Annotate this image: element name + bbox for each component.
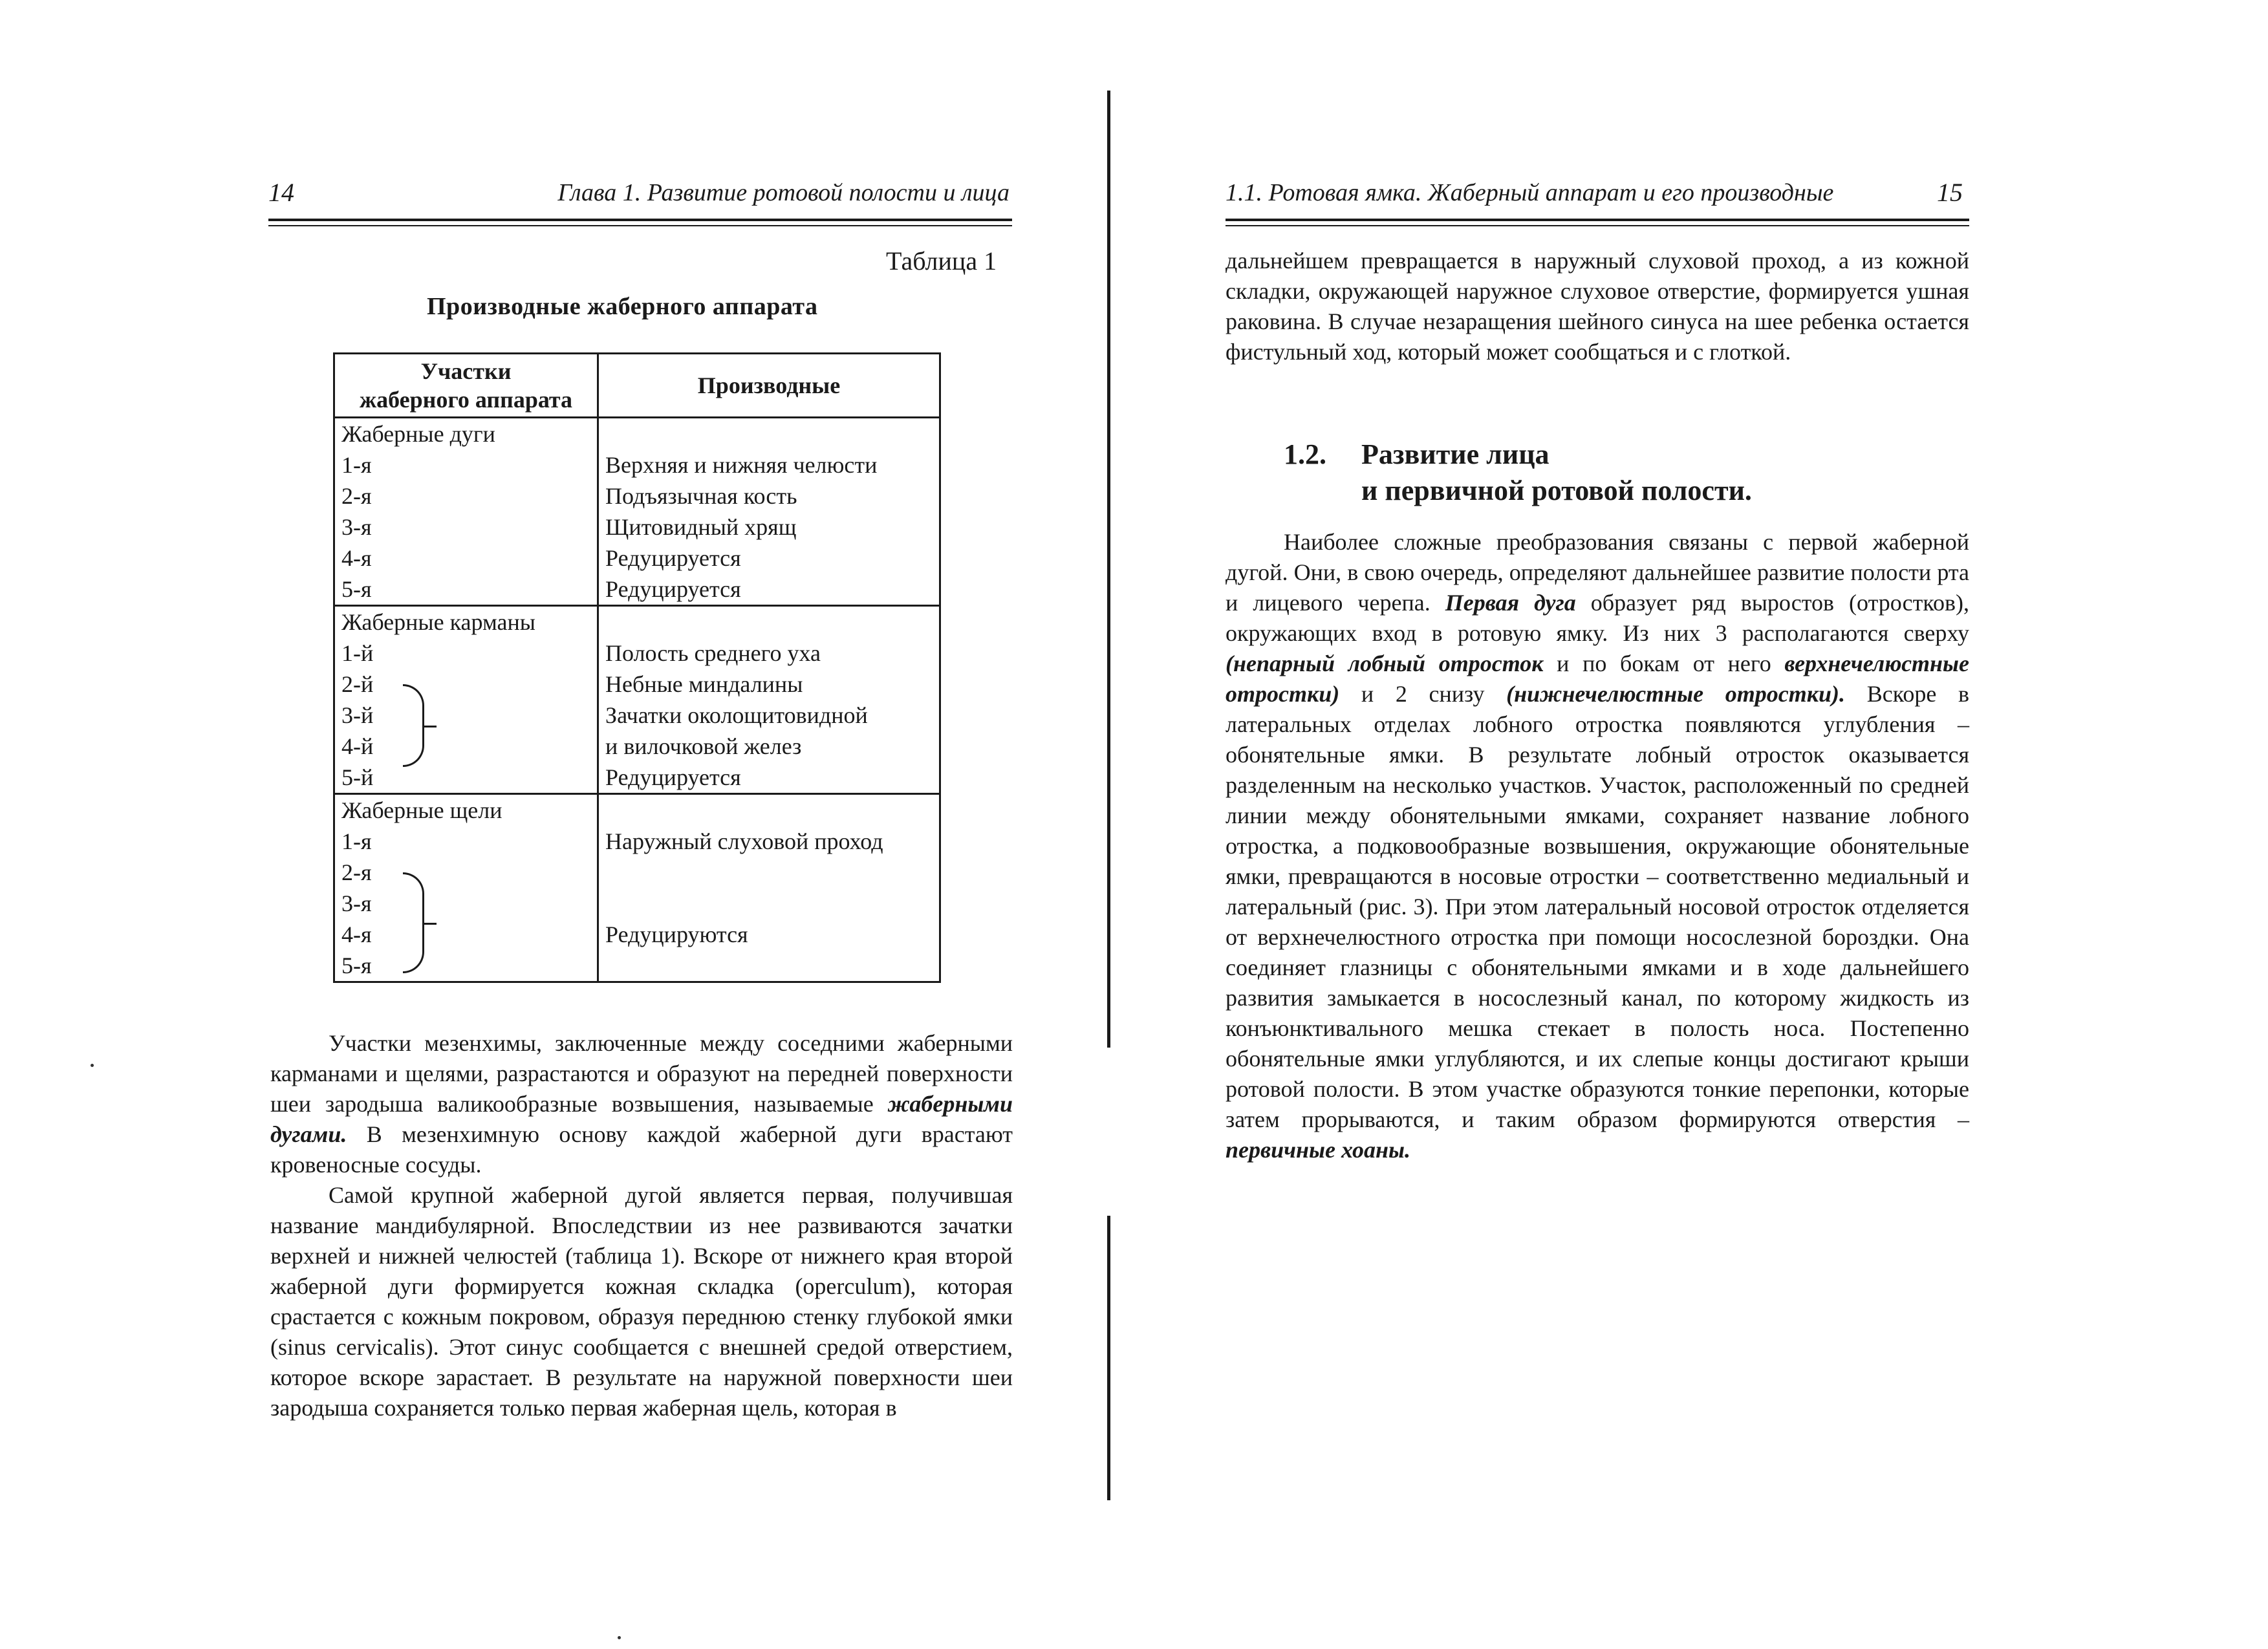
part-label: 4-й [341, 733, 374, 759]
section-title-line1: Развитие лица [1361, 438, 1550, 470]
part-label: 1-я [341, 452, 372, 478]
group-name: Жаберные щели [341, 797, 502, 823]
part-label: 3-я [341, 890, 372, 916]
section-title-line2: и первичной ротовой полости. [1361, 475, 1752, 506]
derivative-text [605, 950, 933, 981]
derivative-text: Редуцируется [605, 576, 741, 602]
grouping-brace [403, 684, 424, 767]
table-group-row [334, 418, 940, 606]
part-label: 5-я [341, 576, 372, 602]
part-label: 3-й [341, 702, 374, 728]
emphasized-term: Первая дуга [1445, 590, 1576, 616]
derivative-text: Верхняя и нижняя челюсти [605, 452, 878, 478]
grouping-brace [403, 872, 424, 973]
left-page-number: 14 [268, 178, 294, 207]
table-parts-cell [334, 794, 598, 982]
part-label: 1-я [341, 828, 372, 854]
part-label: 2-я [341, 483, 372, 509]
derivative-text: Полость среднего уха [605, 640, 821, 666]
derivative-text [605, 857, 933, 888]
right-running-head [1226, 173, 1969, 221]
right-body-text [1226, 527, 1969, 1165]
emphasized-term: первичные хоаны. [1226, 1137, 1411, 1163]
group-name: Жаберные дуги [341, 421, 495, 447]
table-derivatives-cell [598, 606, 940, 794]
emphasized-term: (нижнечелюстные отростки). [1506, 681, 1846, 707]
emphasized-term: жаберными дугами. [270, 1091, 1013, 1147]
continuation-text [1226, 246, 1969, 367]
derivative-text: Наружный слуховой проход [605, 828, 883, 854]
right-page [1125, 0, 2268, 1649]
derivative-text: Подъязычная кость [605, 483, 797, 509]
part-label: 4-я [341, 921, 372, 947]
part-label: 5-й [341, 764, 374, 790]
paragraph: Участки мезенхимы, заключенные между соседними жаберными карманами и щелями, разрастаются и образуют на передней поверхности шеи зародыша валикообразные возвышения, называемые жаберными дугами. В мезенхимную основу каждой жаберной дуги врастают кровеносные сосуды. [270, 1030, 1013, 1178]
table-derivatives-cell [598, 794, 940, 982]
table-group-row [334, 606, 940, 794]
part-label: 2-я [341, 859, 372, 885]
derivatives-table [333, 352, 941, 983]
left-chapter-title: Глава 1. Развитие ротовой полости и лица [557, 179, 1010, 206]
table-header-derivatives: Производные [598, 354, 940, 418]
table-parts-cell [334, 418, 598, 606]
part-label: 1-й [341, 640, 374, 666]
paragraph: дальнейшем превращается в наружный слуховой проход, а из кожной складки, окружающей наружное слуховое отверстие, формируется ушная раковина. В случае незаращения шейного синуса на шее ребенка остается фистульный ход, который может сообщаться и с глоткой. [1226, 248, 1969, 365]
right-section-title: 1.1. Ротовая ямка. Жаберный аппарат и его производные [1226, 179, 1834, 206]
table-derivatives-cell [598, 418, 940, 606]
left-body-text [270, 1028, 1013, 1423]
part-label: 5-я [341, 953, 372, 978]
part-label: 2-й [341, 671, 374, 697]
derivative-text: Редуцируется [605, 764, 741, 790]
left-running-head [268, 173, 1012, 221]
derivative-text [605, 888, 933, 919]
table-title: Производные жаберного аппарата [427, 293, 818, 320]
group-name: Жаберные карманы [341, 609, 535, 635]
section-heading [1284, 436, 1752, 509]
part-label: 4-я [341, 545, 372, 571]
table-group-row [334, 794, 940, 982]
derivative-text: Редуцируется [605, 545, 741, 571]
part-label: 3-я [341, 514, 372, 540]
table-header-parts: Участки жаберного аппарата [334, 354, 598, 418]
emphasized-term: (непарный лобный отросток [1226, 651, 1544, 676]
emphasized-term: верхнечелюстные отростки) [1226, 651, 1969, 707]
derivative-text: Небные миндалины [605, 671, 803, 697]
table-label: Таблица 1 [886, 246, 997, 275]
paragraph: Наиболее сложные преобразования связаны с первой жаберной дугой. Они, в свою очередь, определяют дальнейшее развитие полости рта и лицевого черепа. Первая дуга образует ряд выростов (отростков), окружающих вход в ротовую ямку. Из них 3 располагаются сверху (непарный лобный отросток и по бокам от него верхнечелюстные отростки) и 2 снизу (нижнечелюстные отростки). Вскоре в латеральных отделах лобного отростка появляются углубления – обонятельные ямки. В результате лобный отросток оказывается разделенным на несколько участков. Участок, расположенный по средней линии между обонятельными ямками, сохраняет название лобного отростка, а подковообразные возвышения, окружающие обонятельные ямки, превращаются в носовые отростки – соответственно медиальный и латеральный (рис. 3). При этом латеральный носовой отросток отделяется от верхнечелюстного отростка при помощи носослезной бороздки. Она соединяет глазницы с обонятельными ямками и в ходе дальнейшего развития замыкается в носослезный канал, по которому жидкость из конъюнктивального мешка стекает в полость носа. Постепенно обонятельные ямки углубляются, и их слепые концы достигают крыши ротовой полости. В этом участке образуются тонкие перепонки, которые затем прорываются, и таким образом формируются отверстия – первичные хоаны. [1226, 529, 1969, 1163]
left-page [0, 0, 1125, 1649]
right-page-number: 15 [1937, 178, 1963, 207]
table-header-row [334, 354, 940, 418]
table-parts-cell [334, 606, 598, 794]
derivative-text: Редуцируются [605, 921, 748, 947]
derivative-text: Щитовидный хрящ [605, 514, 797, 540]
derivative-text: и вилочковой желез [605, 733, 802, 759]
derivative-text: Зачатки околощитовидной [605, 702, 868, 728]
section-number: 1.2. [1284, 438, 1326, 470]
paragraph: Самой крупной жаберной дугой является первая, получившая название мандибулярной. Впоследствии из нее развиваются зачатки верхней и нижней челюстей (таблица 1). Вскоре от нижнего края второй жаберной дуги формируется кожная складка (operculum), которая срастается с кожным покровом, образуя переднюю стенку глубокой ямки (sinus cervicalis). Этот синус сообщается с внешней средой отверстием, которое вскоре зарастает. В результате на наружной поверхности шеи зародыша сохраняется только первая жаберная щель, которая в [270, 1182, 1013, 1421]
